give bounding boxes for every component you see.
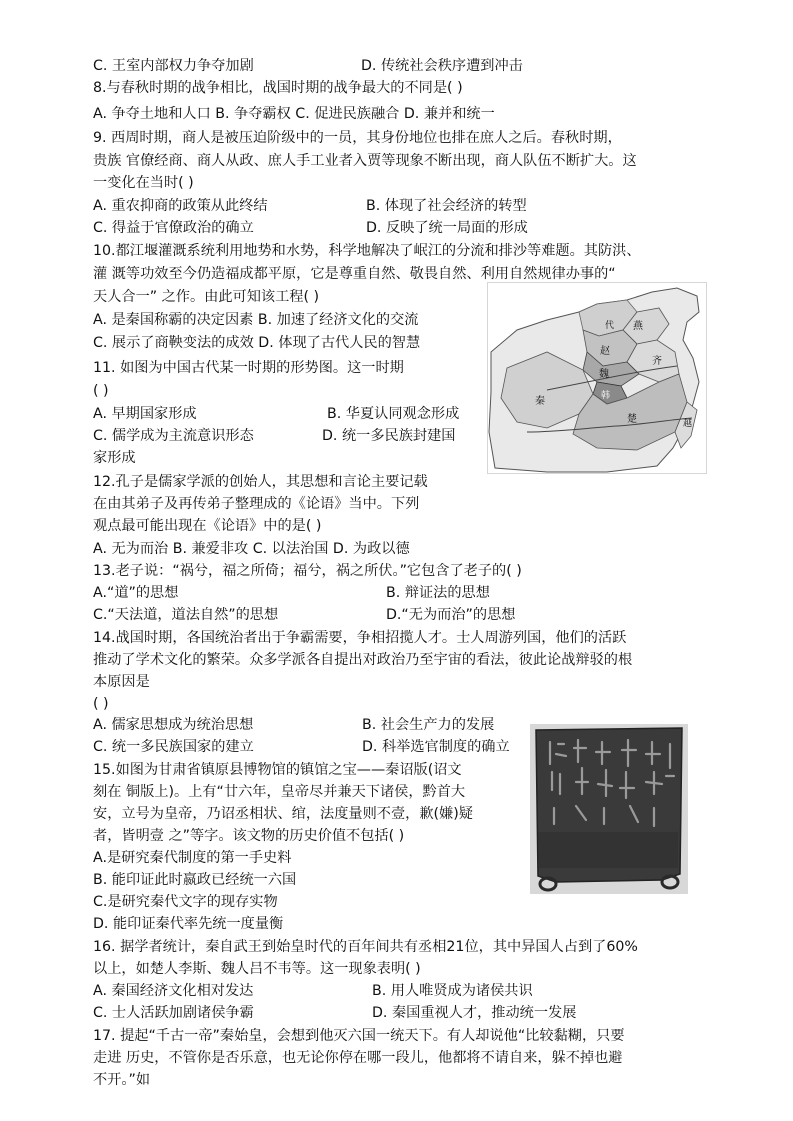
q15-option-c: C.是研究秦代文字的现存实物 — [93, 894, 278, 910]
q14-stem-1: 14.战国时期，各国统治者出于争霸需要，争相招揽人才。士人周游列国，他们的活跃 — [93, 630, 627, 646]
map-label-qi: 齐 — [652, 356, 662, 367]
map-label-zhao: 赵 — [600, 346, 610, 357]
q17-stem-1: 17. 提起“千古一帝”秦始皇，会想到他灭六国一统天下。有人却说他“比较黏糊，只要 — [93, 1028, 625, 1044]
q15-stem-1: 15.如图为甘肃省镇原县博物馆的镇馆之宝——秦诏版(诏文 — [93, 762, 462, 778]
q15-stem-3: 安，立号为皇帝，乃诏丞相状、绾，法度量则不壹，歉(嫌)疑 — [93, 806, 473, 822]
q10-stem-1: 10.都江堰灌溉系统利用地势和水势，科学地解决了岷江的分流和排沙等难题。其防洪、 — [93, 243, 641, 259]
q17-stem-2: 走进 历史，不管你是否乐意，也无论你停在哪一段儿，他都将不请自来，躲不掉也避 — [93, 1050, 623, 1066]
q12-stem-3: 观点最可能出现在《论语》中的是( ) — [93, 518, 322, 534]
q15-option-d: D. 能印证秦代率先统一度量衡 — [93, 916, 284, 932]
q9-option-d: D. 反映了统一局面的形成 — [366, 220, 528, 236]
q16-option-b: B. 用人唯贤成为诸侯共识 — [372, 983, 533, 999]
q11-blank: ( ) — [93, 383, 109, 399]
map-label-han: 韩 — [601, 391, 611, 401]
q13-option-c: C.“天法道，道法自然”的思想 — [93, 607, 279, 623]
map-label-dai: 代 — [605, 321, 615, 331]
q14-option-c: C. 统一多民族国家的建立 — [93, 739, 254, 755]
q11-option-d-cont: 家形成 — [93, 450, 136, 466]
q8-stem: 8.与春秋时期的战争相比，战国时期的战争最大的不同是( ) — [93, 80, 463, 96]
q14-option-d: D. 科举选官制度的确立 — [362, 739, 510, 755]
q15-stem-2: 刻在 铜版上)。上有“廿六年，皇帝尽并兼天下诸侯，黔首大 — [93, 784, 466, 800]
q15-option-b: B. 能印证此时嬴政已经统一六国 — [93, 872, 297, 888]
q16-option-d: D. 秦国重视人才，推动统一发展 — [372, 1005, 577, 1021]
map-label-yue: 越 — [683, 419, 693, 429]
q14-blank: ( ) — [93, 696, 109, 712]
q12-stem-1: 12.孔子是儒家学派的创始人，其思想和言论主要记载 — [93, 474, 428, 490]
q16-stem-2: 以上，如楚人李斯、魏人吕不韦等。这一现象表明( ) — [93, 961, 421, 977]
q14-stem-2: 推动了学术文化的繁荣。众多学派各自提出对政治乃至宇宙的看法，彼此论战辩驳的根 — [93, 652, 633, 668]
q16-option-a: A. 秦国经济文化相对发达 — [93, 983, 254, 999]
q9-option-c: C. 得益于官僚政治的确立 — [93, 220, 254, 236]
q16-stem-1: 16. 据学者统计，秦自武王到始皇时代的百年间共有丞相21位，其中异国人占到了60% — [93, 939, 638, 955]
q12-options: A. 无为而治 B. 兼爱非攻 C. 以法治国 D. 为政以德 — [93, 541, 410, 557]
q16-option-c: C. 士人活跃加剧诸侯争霸 — [93, 1005, 254, 1021]
q9-stem-1: 9. 西周时期，商人是被压迫阶级中的一员，其身份地位也排在庶人之后。春秋时期， — [93, 130, 622, 146]
q10-options-ab: A. 是秦国称霸的决定因素 B. 加速了经济文化的交流 — [93, 312, 419, 328]
q13-option-a: A.“道”的思想 — [93, 585, 179, 601]
q10-stem-3: 天人合一” 之作。由此可知该工程( ) — [93, 289, 320, 305]
q11-option-c: C. 儒学成为主流意识形态 — [93, 428, 254, 444]
map-label-chu: 楚 — [627, 414, 637, 425]
q14-option-b: B. 社会生产力的发展 — [362, 717, 495, 733]
q13-option-b: B. 辩证法的思想 — [386, 585, 490, 601]
q7-option-d: D. 传统社会秩序遭到冲击 — [361, 58, 523, 74]
q13-option-d: D.“无为而治”的思想 — [386, 607, 516, 623]
q15-option-a: A.是研究秦代制度的第一手史料 — [93, 850, 292, 866]
q14-stem-3: 本原因是 — [93, 674, 150, 690]
q11-option-b: B. 华夏认同观念形成 — [327, 406, 460, 422]
warring-states-map — [487, 282, 707, 474]
q14-option-a: A. 儒家思想成为统治思想 — [93, 717, 254, 733]
q13-stem: 13.老子说：“祸兮，福之所倚；福兮，祸之所伏。”它包含了老子的( ) — [93, 563, 522, 579]
q11-option-d: D. 统一多民族封建国 — [322, 428, 456, 444]
q8-options: A. 争夺土地和人口 B. 争夺霸权 C. 促进民族融合 D. 兼并和统一 — [93, 106, 495, 122]
q9-option-a: A. 重农抑商的政策从此终结 — [93, 198, 268, 214]
q9-option-b: B. 体现了社会经济的转型 — [366, 198, 527, 214]
q15-stem-4: 者，皆明壹 之”等字。该文物的历史价值不包括( ) — [93, 828, 405, 844]
q17-stem-3: 不开。”如 — [93, 1072, 151, 1088]
map-label-wei: 魏 — [599, 369, 609, 380]
map-label-qin: 秦 — [535, 396, 545, 407]
q9-stem-2: 贵族 官僚经商、商人从政、庶人手工业者入贾等现象不断出现，商人队伍不断扩大。这 — [93, 153, 637, 169]
q11-stem: 11. 如图为中国古代某一时期的形势图。这一时期 — [93, 360, 404, 376]
map-label-yan: 燕 — [633, 321, 643, 332]
q10-options-cd: C. 展示了商鞅变法的成效 D. 体现了古代人民的智慧 — [93, 335, 421, 351]
q12-stem-2: 在由其弟子及再传弟子整理成的《论语》当中。下列 — [93, 496, 420, 512]
q7-option-c: C. 王室内部权力争夺加剧 — [93, 58, 254, 74]
plate-shadow — [538, 832, 678, 868]
qin-edict-plate-image — [530, 724, 688, 894]
q9-stem-3: 一变化在当时( ) — [93, 175, 194, 191]
q11-option-a: A. 早期国家形成 — [93, 406, 197, 422]
q10-stem-2: 灌 溉等功效至今仍造福成都平原，它是尊重自然、敬畏自然、利用自然规律办事的“ — [93, 266, 616, 282]
